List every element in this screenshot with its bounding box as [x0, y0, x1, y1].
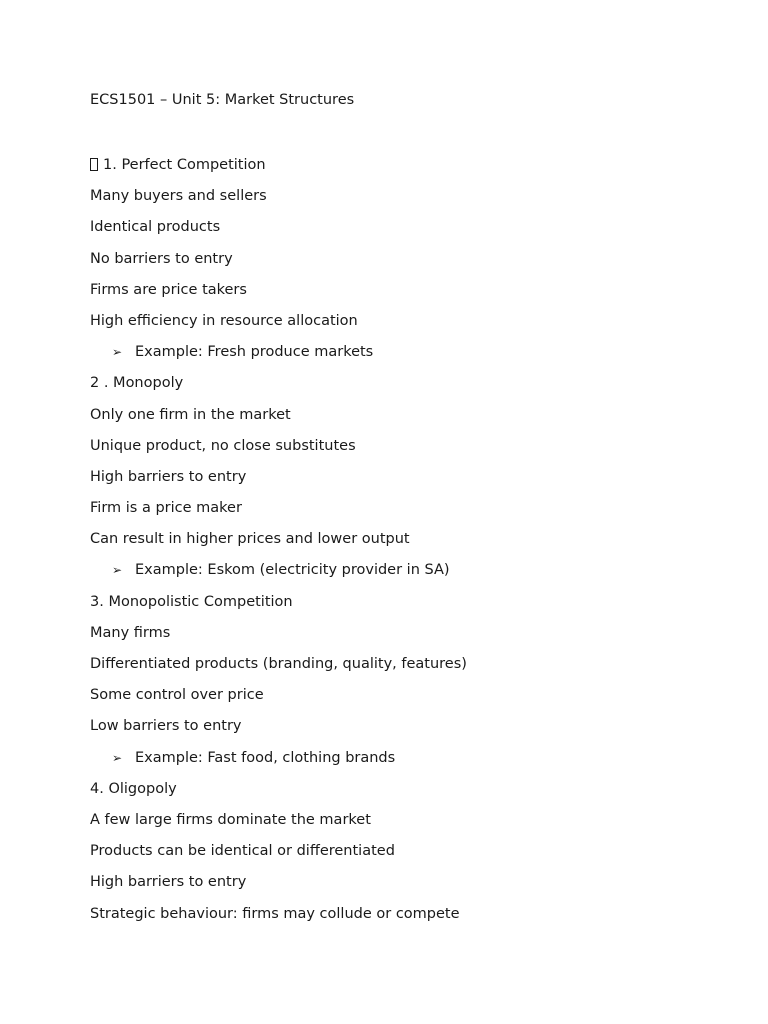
list-item: Only one firm in the market: [90, 406, 291, 423]
list-item: Unique product, no close substitutes: [90, 437, 356, 454]
arrow-bullet-icon: ➢: [112, 563, 123, 578]
list-item: Low barriers to entry: [90, 718, 242, 735]
list-item: A few large firms dominate the market: [90, 811, 371, 828]
list-item: Firm is a price maker: [90, 500, 242, 517]
list-item: Strategic behaviour: firms may collude or compete: [90, 905, 460, 922]
arrow-bullet-icon: ➢: [112, 750, 123, 765]
document-body: [90, 155, 710, 935]
arrow-bullet-icon: ➢: [112, 345, 123, 360]
missing-glyph-icon: [90, 158, 98, 171]
document-title: ECS1501 – Unit 5: Market Structures: [90, 92, 355, 108]
list-item: Many buyers and sellers: [90, 188, 267, 205]
section-heading-perfect-competition: 1. Perfect Competition: [90, 155, 710, 186]
section-heading-monopolistic-competition: 3. Monopolistic Competition: [90, 593, 293, 610]
list-item: Can result in higher prices and lower output: [90, 531, 410, 548]
list-item: Firms are price takers: [90, 281, 247, 298]
list-item: Products can be identical or differentiated: [90, 843, 395, 860]
list-item: High barriers to entry: [90, 468, 247, 485]
list-item: High efficiency in resource allocation: [90, 312, 358, 329]
example-item: ➢ Example: Fast food, clothing brands: [112, 749, 396, 766]
list-item: No barriers to entry: [90, 250, 233, 267]
section-heading-oligopoly: 4. Oligopoly: [90, 780, 177, 797]
example-item: ➢ Example: Fresh produce markets: [112, 344, 374, 361]
section-heading-monopoly: 2 . Monopoly: [90, 375, 184, 392]
list-item: Differentiated products (branding, quality, features): [90, 656, 467, 672]
list-item: Many firms: [90, 624, 171, 641]
list-item: Some control over price: [90, 687, 264, 704]
list-item: Identical products: [90, 219, 221, 236]
list-item: High barriers to entry: [90, 874, 247, 891]
example-item: ➢ Example: Eskom (electricity provider in SA): [112, 562, 450, 579]
